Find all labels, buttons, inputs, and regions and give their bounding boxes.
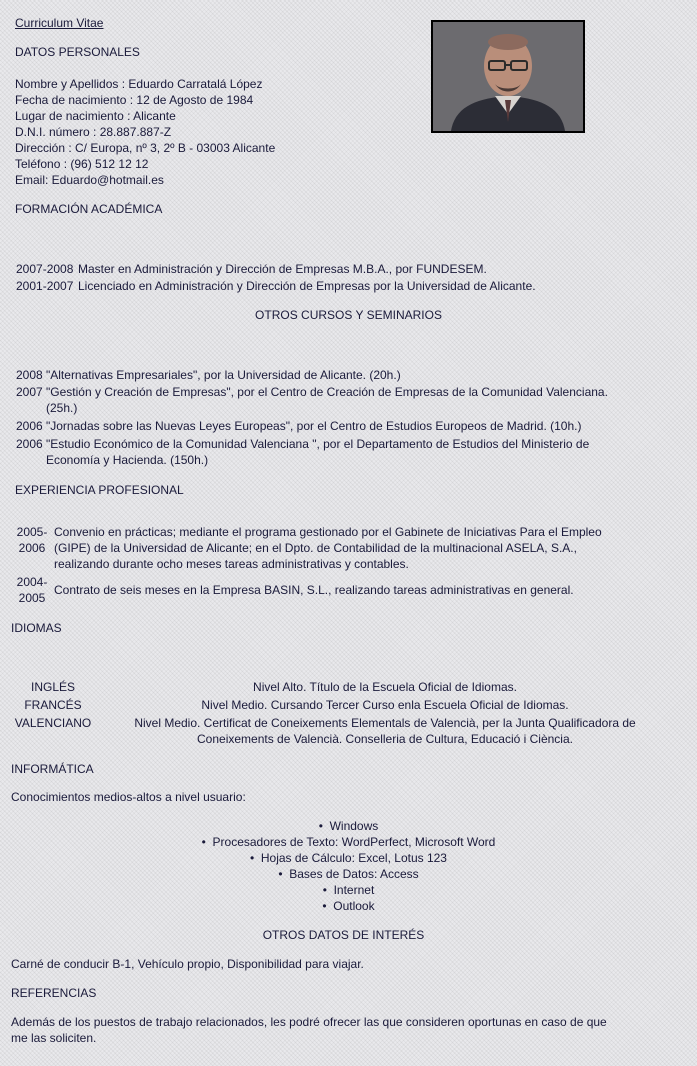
experience-entry: Contrato de seis meses en la Empresa BASIN, S.L., realizando tareas administrativas en general. — [54, 583, 574, 597]
course-entry: "Estudio Económico de la Comunidad Valenciana ", por el Departamento de Estudios del Ministerio de — [46, 437, 590, 451]
language-name: FRANCÉS — [24, 698, 82, 712]
language-level-cont: Coneixements de Valencià. Conselleria de Cultura, Educació i Ciència. — [197, 732, 573, 746]
language-level: Nivel Medio. Certificat de Coneixements Elementals de Valencià, per la Junta Qualificadora de — [134, 716, 636, 730]
computing-item-text: Outlook — [333, 899, 375, 913]
personal-dni: D.N.I. número : 28.887.887-Z — [15, 125, 172, 139]
education-entry: Master en Administración y Dirección de Empresas M.B.A., por FUNDESEM. — [78, 262, 487, 276]
computing-item: • Outlook — [322, 899, 375, 913]
personal-heading: DATOS PERSONALES — [15, 45, 140, 59]
language-level: Nivel Alto. Título de la Escuela Oficial de Idiomas. — [253, 680, 517, 694]
language-level: Nivel Medio. Cursando Tercer Curso enla Escuela Oficial de Idiomas. — [201, 698, 569, 712]
computing-heading: INFORMÁTICA — [11, 762, 94, 776]
personal-name: Nombre y Apellidos : Eduardo Carratalá López — [15, 77, 263, 91]
references-text: Además de los puestos de trabajo relacionados, les podré ofrecer las que consideren oportunas en caso de que — [11, 1015, 607, 1029]
course-entry: "Gestión y Creación de Empresas", por el Centro de Creación de Empresas de la Comunidad Valenciana. — [46, 385, 608, 399]
computing-item-text: Bases de Datos: Access — [289, 867, 419, 881]
personal-email: Email: Eduardo@hotmail.es — [15, 173, 164, 187]
education-years: 2001-2007 — [16, 279, 74, 293]
experience-entry-cont: realizando durante ocho meses tareas administrativas y contables. — [54, 557, 409, 571]
personal-address: Dirección : C/ Europa, nº 3, 2º B - 03003 Alicante — [15, 141, 276, 155]
course-year: 2006 — [16, 437, 43, 451]
experience-entry-cont: (GIPE) de la Universidad de Alicante; en el Dpto. de Contabilidad de la multinacional ASELA, S.A., — [54, 541, 577, 555]
course-year: 2006 — [16, 419, 43, 433]
experience-heading: EXPERIENCIA PROFESIONAL — [15, 483, 184, 497]
computing-item: • Windows — [318, 819, 379, 833]
other-text: Carné de conducir B-1, Vehículo propio, Disponibilidad para viajar. — [11, 957, 364, 971]
experience-years-start: 2004- — [16, 575, 48, 589]
languages-heading: IDIOMAS — [11, 621, 62, 635]
course-entry: "Jornadas sobre las Nuevas Leyes Europeas", por el Centro de Estudios Europeos de Madrid. (10h.) — [46, 419, 582, 433]
experience-years-end: 2005 — [18, 591, 46, 605]
experience-years-end: 2006 — [18, 541, 46, 555]
computing-item: • Procesadores de Texto: WordPerfect, Microsoft Word — [201, 835, 496, 849]
course-entry: "Alternativas Empresariales", por la Universidad de Alicante. (20h.) — [46, 368, 401, 382]
computing-item-text: Procesadores de Texto: WordPerfect, Microsoft Word — [212, 835, 496, 849]
cv-title: Curriculum Vitae — [15, 16, 104, 30]
computing-item: • Hojas de Cálculo: Excel, Lotus 123 — [250, 851, 447, 865]
personal-phone: Teléfono : (96) 512 12 12 — [15, 157, 149, 171]
education-heading: FORMACIÓN ACADÉMICA — [15, 202, 163, 216]
computing-item: • Bases de Datos: Access — [278, 867, 419, 881]
course-entry-cont: Economía y Hacienda. (150h.) — [46, 453, 209, 467]
language-name: INGLÉS — [30, 680, 75, 694]
personal-birthplace: Lugar de nacimiento : Alicante — [15, 109, 176, 123]
computing-item: • Internet — [322, 883, 375, 897]
course-year: 2007 — [16, 385, 43, 399]
language-name: VALENCIANO — [14, 716, 92, 730]
portrait-image — [433, 22, 583, 131]
course-entry-cont: (25h.) — [46, 401, 78, 415]
course-year: 2008 — [16, 368, 43, 382]
education-entry: Licenciado en Administración y Dirección de Empresas por la Universidad de Alicante. — [78, 279, 536, 293]
profile-photo — [431, 20, 585, 133]
other-heading: OTROS DATOS DE INTERÉS — [262, 928, 425, 942]
computing-item-text: Internet — [333, 883, 375, 897]
computing-item-text: Windows — [329, 819, 379, 833]
education-years: 2007-2008 — [16, 262, 74, 276]
computing-intro: Conocimientos medios-altos a nivel usuario: — [11, 790, 246, 804]
computing-item-text: Hojas de Cálculo: Excel, Lotus 123 — [260, 851, 447, 865]
references-text-cont: me las soliciten. — [11, 1031, 97, 1045]
personal-birthdate: Fecha de nacimiento : 12 de Agosto de 1984 — [15, 93, 254, 107]
courses-heading: OTROS CURSOS Y SEMINARIOS — [255, 308, 442, 322]
experience-entry: Convenio en prácticas; mediante el programa gestionado por el Gabinete de Iniciativas Para el Empleo — [54, 525, 602, 539]
references-heading: REFERENCIAS — [11, 986, 97, 1000]
experience-years-start: 2005- — [16, 525, 48, 539]
